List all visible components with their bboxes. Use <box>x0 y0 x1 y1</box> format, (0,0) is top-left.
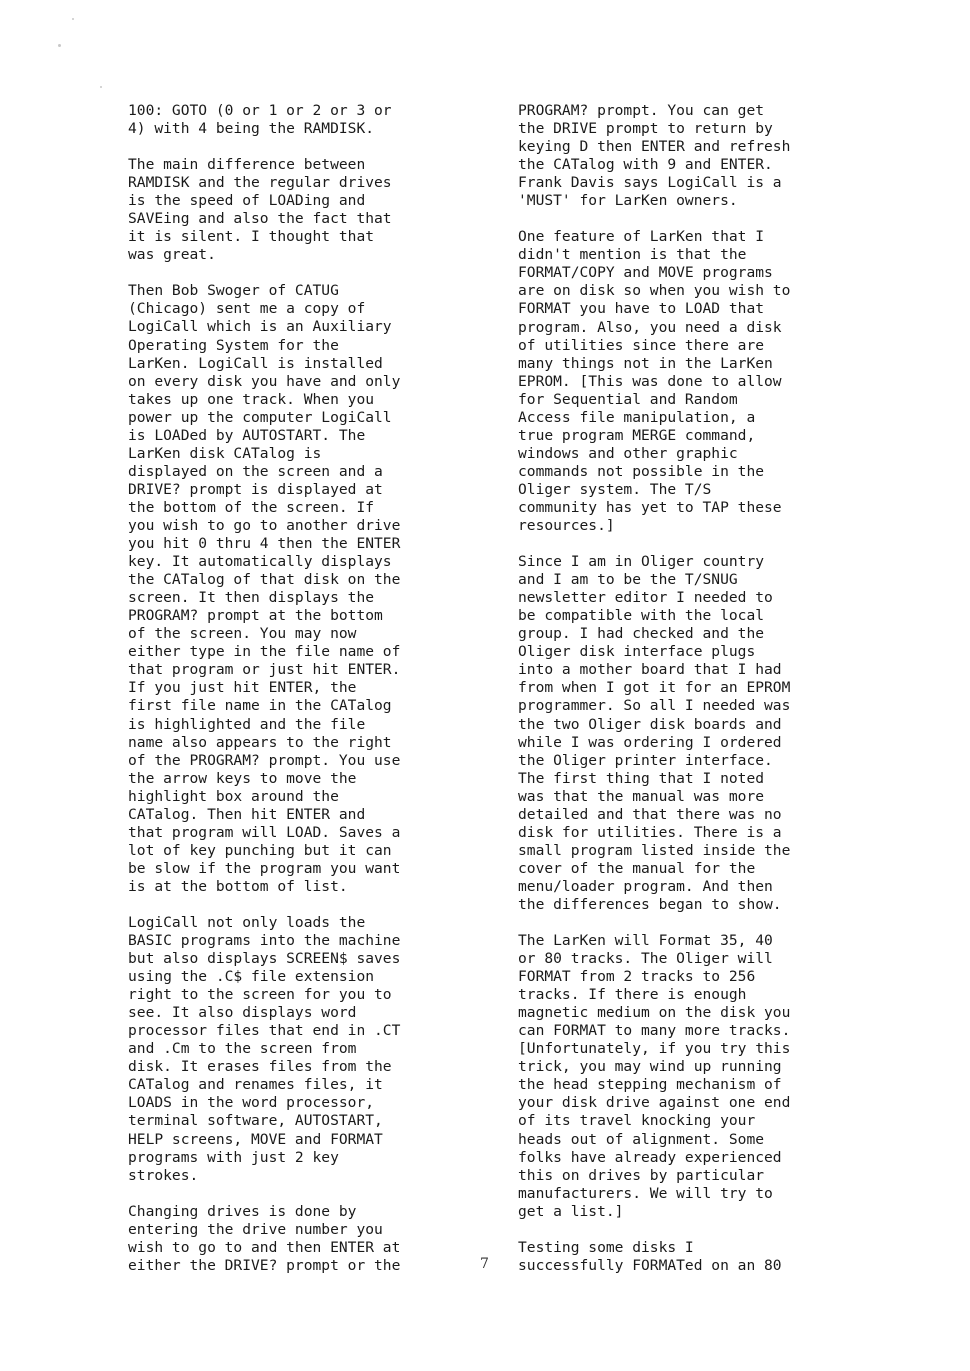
paragraph-larken-feature: One feature of LarKen that I didn't mention is that the FORMAT/COPY and MOVE programs are on disk so when you wish to FORMAT you have to LOAD that program. Also, you need a disk of utilities since there are many things not in the LarKen EPROM. [This was done to allow for Sequential and Random Access file manipulation, a true program MERGE command, windows and other graphic commands not possible in the Oliger system. The T/S community has yet to TAP these resources.] <box>518 228 791 535</box>
scan-speck <box>100 86 102 88</box>
paragraph-format-tracks: The LarKen will Format 35, 40 or 80 tracks. The Oliger will FORMAT from 2 tracks to 256 tracks. If there is enough magnetic medium on the disk you can FORMAT to many more tracks. [Unfortunately, if you try this trick, you may wind up running the head stepping mechanism of your disk drive against one end of its travel knocking your heads out of alignment. Some folks have already experienced this on drives by particular manufacturers. We will try to get a list.] <box>518 932 791 1220</box>
paragraph-program-prompt: PROGRAM? prompt. You can get the DRIVE prompt to return by keying D then ENTER and refresh the CATalog with 9 and ENTER. Frank Davis says LogiCall is a 'MUST' for LarKen owners. <box>518 102 791 210</box>
page-number: 7 <box>480 1256 489 1272</box>
paragraph-testing-disks: Testing some disks I successfully FORMATed on an 80 <box>518 1238 782 1274</box>
paragraph-changing-drives: Changing drives is done by entering the drive number you wish to go to and then ENTER at either the DRIVE? prompt or the <box>128 1202 401 1274</box>
right-column <box>518 102 840 1293</box>
scan-speck <box>58 44 61 47</box>
paragraph-logicall-intro: Then Bob Swoger of CATUG (Chicago) sent me a copy of LogiCall which is an Auxiliary Operating System for the LarKen. LogiCall is installed on every disk you have and only takes up one track. When you power up the computer LogiCall is LOADed by AUTOSTART. The LarKen disk CATalog is displayed on the screen and a DRIVE? prompt is displayed at the bottom of the screen. If you wish to go to another drive you hit 0 thru 4 then the ENTER key. It automatically displays the CATalog of that disk on the screen. It then displays the PROGRAM? prompt at the bottom of the screen. You may now either type in the file name of that program or just hit ENTER. If you just hit ENTER, the first file name in the CATalog is highlighted and the file name also appears to the right of the PROGRAM? prompt. You use the arrow keys to move the highlight box around the CATalog. Then hit ENTER and that program will LOAD. Saves a lot of key punching but it can be slow if the program you want is at the bottom of list. <box>128 282 401 895</box>
paragraph-logicall-features: LogiCall not only loads the BASIC programs into the machine but also displays SCREEN$ saves using the .C$ file extension right to the screen for you to see. It also displays word processor files that end in .CT and .Cm to the screen from disk. It erases files from the CATalog and renames files, it LOADS in the word processor, terminal software, AUTOSTART, HELP screens, MOVE and FORMAT programs with just 2 key strokes. <box>128 913 401 1184</box>
paragraph-ramdisk-difference: The main difference between RAMDISK and the regular drives is the speed of LOADing and SAVEing and also the fact that it is silent. I thought that was great. <box>128 156 392 264</box>
left-column <box>128 102 450 1293</box>
paragraph-oliger-country: Since I am in Oliger country and I am to be the T/SNUG newsletter editor I needed to be compatible with the local group. I had checked and the Oliger disk interface plugs into a mother board that I had from when I got it for an EPROM programmer. So all I needed was the two Oliger disk boards and while I was ordering I ordered the Oliger printer interface. The first thing that I noted was that the manual was more detailed and that there was no disk for utilities. There is a small program listed inside the cover of the manual for the menu/loader program. And then the differences began to show. <box>518 553 791 913</box>
scan-speck <box>72 18 74 20</box>
paragraph-ramdisk-goto: 100: GOTO (0 or 1 or 2 or 3 or 4) with 4 being the RAMDISK. <box>128 102 392 138</box>
